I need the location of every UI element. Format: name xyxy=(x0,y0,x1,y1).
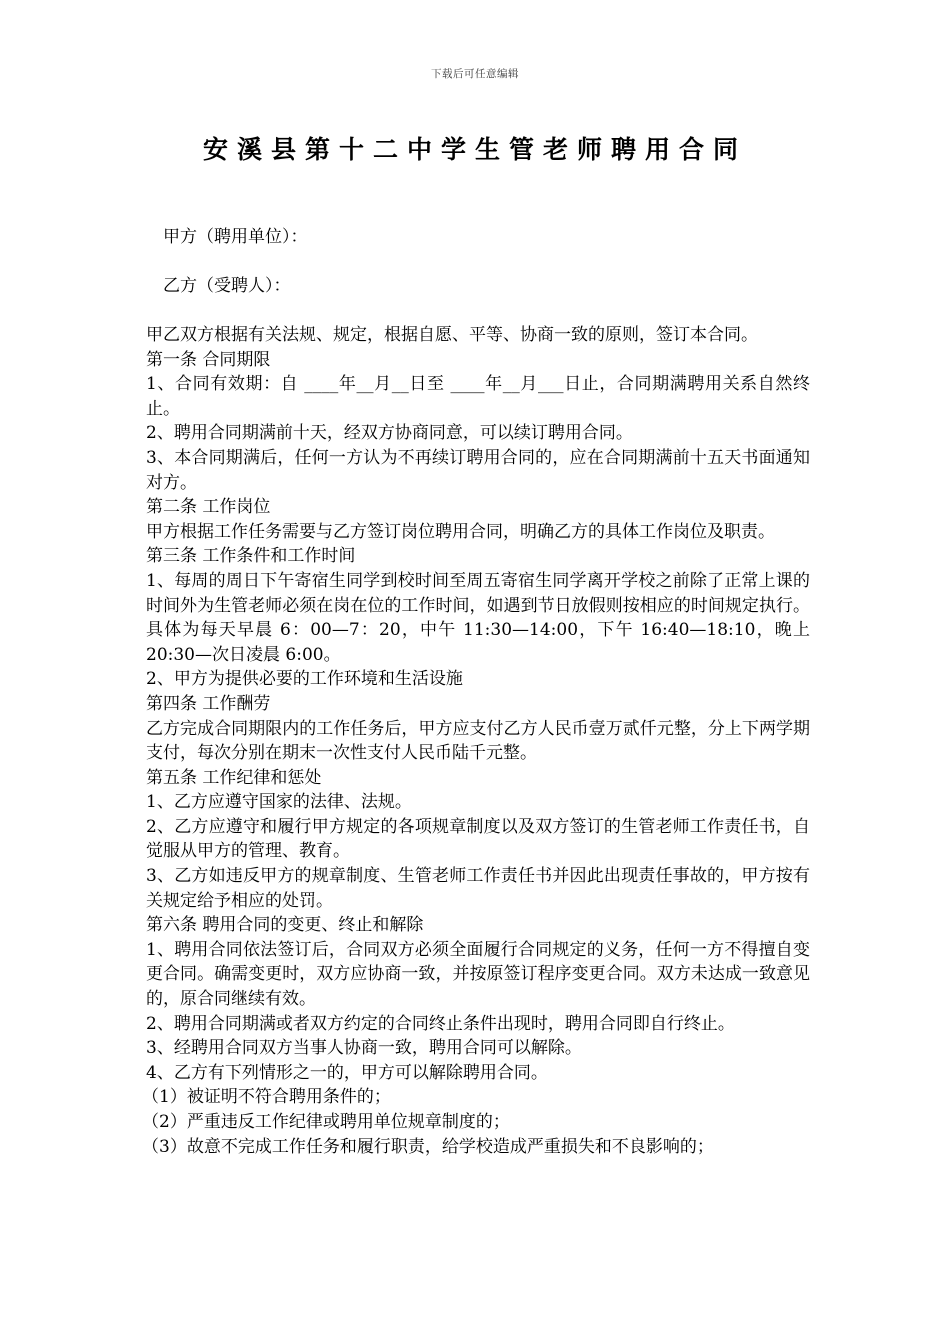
paragraph: 2、聘用合同期满前十天，经双方协商同意，可以续订聘用合同。 xyxy=(146,423,633,444)
contract-body xyxy=(142,323,810,1159)
list-item: （2）严重违反工作纪律或聘用单位规章制度的； xyxy=(142,1112,510,1132)
paragraph: 3、本合同期满后，任何一方认为不再续订聘用合同的，应在合同期满前十五天书面通知对方。 xyxy=(146,447,810,493)
paragraph: 甲方根据工作任务需要与乙方签订岗位聘用合同，明确乙方的具体工作岗位及职责。 xyxy=(146,521,775,542)
section-heading: 第五条 工作纪律和惩处 xyxy=(146,767,322,788)
paragraph: 1、乙方应遵守国家的法律、法规。 xyxy=(146,792,412,813)
section-heading: 第四条 工作酬劳 xyxy=(146,693,271,714)
paragraph: 4、乙方有下列情形之一的，甲方可以解除聘用合同。 xyxy=(146,1062,548,1083)
paragraph: 2、乙方应遵守和履行甲方规定的各项规章制度以及双方签订的生管老师工作责任书，自觉服从甲方的管理、教育。 xyxy=(146,816,810,862)
paragraph: 2、甲方为提供必要的工作环境和生活设施 xyxy=(146,669,463,690)
document-title: 安溪县第十二中学生管老师聘用合同 xyxy=(202,135,747,164)
section-heading: 第二条 工作岗位 xyxy=(146,497,271,518)
section-heading: 第六条 聘用合同的变更、终止和解除 xyxy=(146,915,424,936)
header-note: 下载后可任意编辑 xyxy=(431,68,519,80)
paragraph: 3、乙方如违反甲方的规章制度、生管老师工作责任书并因此出现责任事故的，甲方按有关规定给予相应的处罚。 xyxy=(146,866,810,911)
paragraph: 2、聘用合同期满或者双方约定的合同终止条件出现时，聘用合同即自行终止。 xyxy=(146,1013,735,1034)
paragraph: 1、每周的周日下午寄宿生同学到校时间至周五寄宿生同学离开学校之前除了正常上课的时间外为生管老师必须在岗在位的工作时间，如遇到节日放假则按相应的时间规定执行。具体为每天早晨 6：00—7：20，中午 11:30—14:00，下午 16:40—18:10，晚上 20:30—次日凌晨 6:00。 xyxy=(146,570,810,665)
paragraph: 3、经聘用合同双方当事人协商一致，聘用合同可以解除。 xyxy=(146,1038,582,1059)
section-heading: 第三条 工作条件和工作时间 xyxy=(146,546,356,567)
paragraph: 甲乙双方根据有关法规、规定，根据自愿、平等、协商一致的原则，签订本合同。 xyxy=(146,325,758,345)
section-heading: 第一条 合同期限 xyxy=(146,349,271,370)
paragraph: 1、聘用合同依法签订后，合同双方必须全面履行合同规定的义务，任何一方不得擅自变更合同。确需变更时，双方应协商一致，并按原签订程序变更合同。双方未达成一致意见的，原合同继续有效。 xyxy=(146,939,810,1010)
list-item: （1）被证明不符合聘用条件的； xyxy=(142,1087,391,1108)
paragraph: 乙方完成合同期限内的工作任务后，甲方应支付乙方人民币壹万贰仟元整，分上下两学期支付，每次分别在期末一次性支付人民币陆千元整。 xyxy=(146,718,810,764)
party-b-label: 乙方（受聘人）： xyxy=(163,276,291,296)
paragraph: 1、合同有效期：自 ____年__月__日至 ____年__月___日止，合同期满聘用关系自然终止。 xyxy=(146,374,810,419)
list-item: （3）故意不完成工作任务和履行职责，给学校造成严重损失和不良影响的； xyxy=(142,1136,714,1157)
party-a-label: 甲方（聘用单位）： xyxy=(163,227,308,247)
